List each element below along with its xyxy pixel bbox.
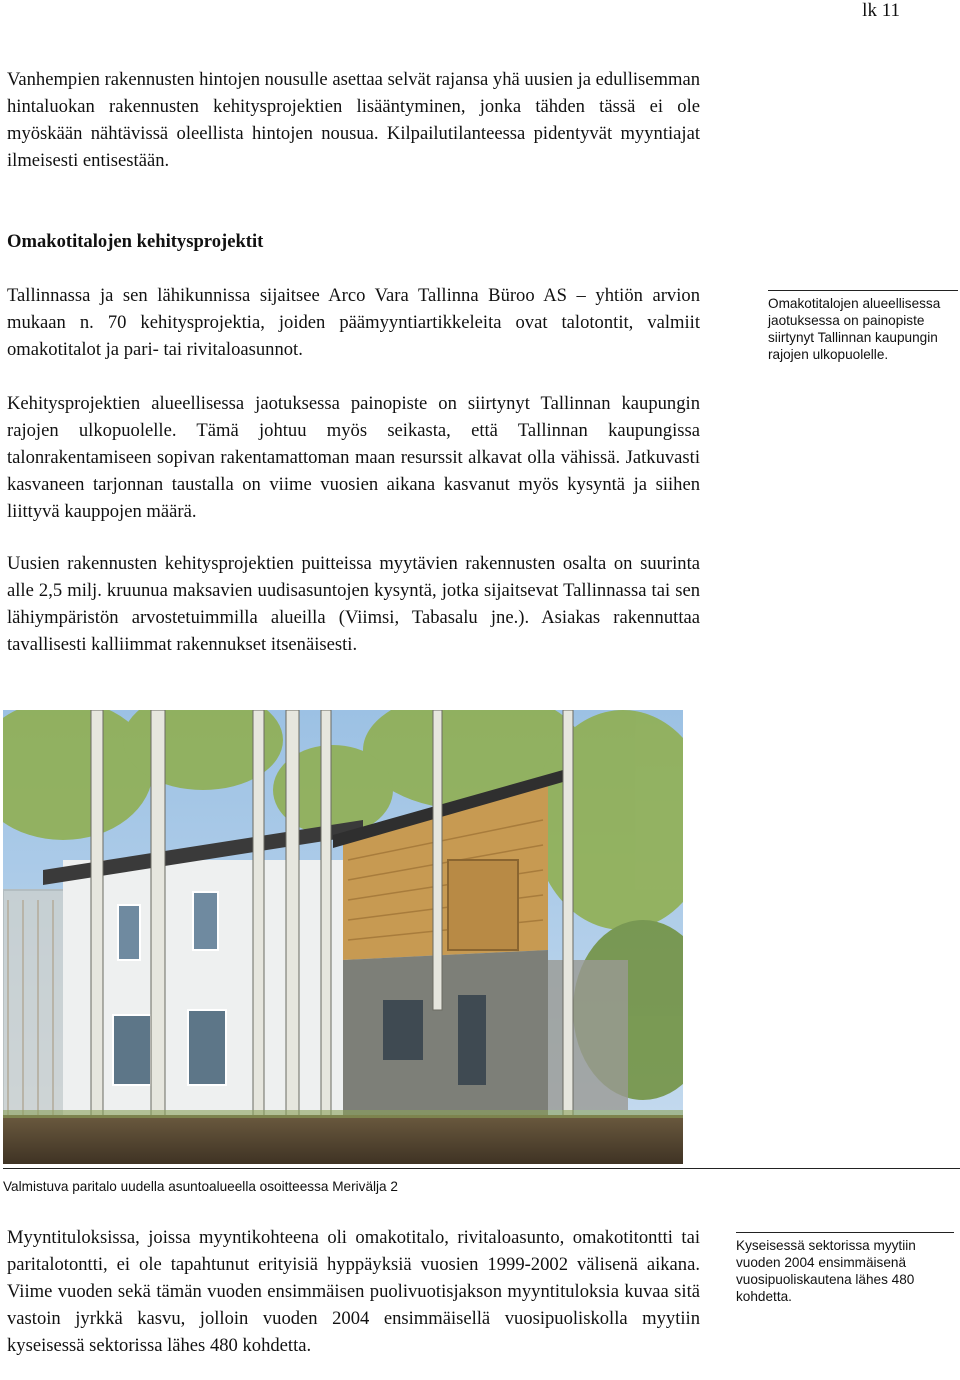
- pergola: [3, 890, 73, 1120]
- ground: [3, 1115, 683, 1164]
- concrete-wall: [343, 950, 548, 1125]
- paragraph-2: Kehitysprojektien alueellisessa jaotuksessa painopiste on siirtynyt Tallinnan kaupungin rajojen ulkopuolelle. Tämä johtuu myös seikasta, että Tallinnan kaupungissa talonrakentamiseen sopivan rakentamattoman maan resurssit alkavat olla vähissä. Jatkuvasti kasvaneen tarjonnan taustalla on viime vuosien aikana kasvanut myös kysyntä ja siihen liittyvä kauppojen määrä.: [7, 393, 700, 522]
- page-number: lk 11: [862, 0, 900, 21]
- section-heading: Omakotitalojen kehitysprojektit: [7, 231, 264, 252]
- sidenote-1: Omakotitalojen alueellisessa jaotuksessa on painopiste siirtynyt Tallinnan kaupungin rajojen ulkopuolelle.: [768, 290, 958, 363]
- intro-paragraph: Vanhempien rakennusten hintojen nousulle asettaa selvät rajansa yhä uusien ja edullisemman hintaluokan rakennusten kehitysprojektien lisääntyminen, jonka tähden tässä ei ole myöskään nähtävissä oleellista hintojen nousua. Kilpailutilanteessa pidentyvät myyntiajat ilmeisesti entisestään.: [7, 69, 700, 171]
- paragraph-4: Myyntituloksissa, joissa myyntikohteena oli omakotitalo, rivitaloasunto, omakotitontti tai paritalotontti, ei ole tapahtunut erityisiä hyppäyksiä vuosien 1999-2002 välisenä aikana. Viime vuoden sekä tämän vuoden ensimmäisen puolivuotisjakson myyntituloksia kuvaa sitä vastoin jyrkkä kasvu, jolloin vuoden 2004 ensimmäisellä vuosipuoliskolla myytiin kyseisessä sektorissa lähes 480 kohdetta.: [7, 1227, 700, 1356]
- sidenote-2: Kyseisessä sektorissa myytiin vuoden 2004 ensimmäisenä vuosipuoliskautena lähes 480 kohdetta.: [736, 1232, 954, 1305]
- paragraph-3: Uusien rakennusten kehitysprojektien puitteissa myytävien rakennusten osalta on suurinta alle 2,5 milj. kruunua maksavien uudisasuntojen kysyntä, jotka sijaitsevat Tallinnassa tai sen lähiympäristön arvostetuimmilla alueilla (Viimsi, Tabasalu jne.). Asiakas rakennuttaa tavallisesti kalliimmat rakennukset itsenäisesti.: [7, 553, 700, 655]
- paragraph-1: Tallinnassa ja sen lähikunnissa sijaitsee Arco Vara Tallinna Büroo AS – yhtiön arvion mukaan n. 70 kehitysprojektia, joiden päämyyntiartikkeleita ovat talotontit, valmiit omakotitalot ja pari- tai rivitaloasunnot.: [7, 285, 700, 360]
- house-photo: [3, 710, 683, 1164]
- figure-caption: Valmistuva paritalo uudella asuntoalueella osoitteessa Merivälja 2: [3, 1168, 960, 1195]
